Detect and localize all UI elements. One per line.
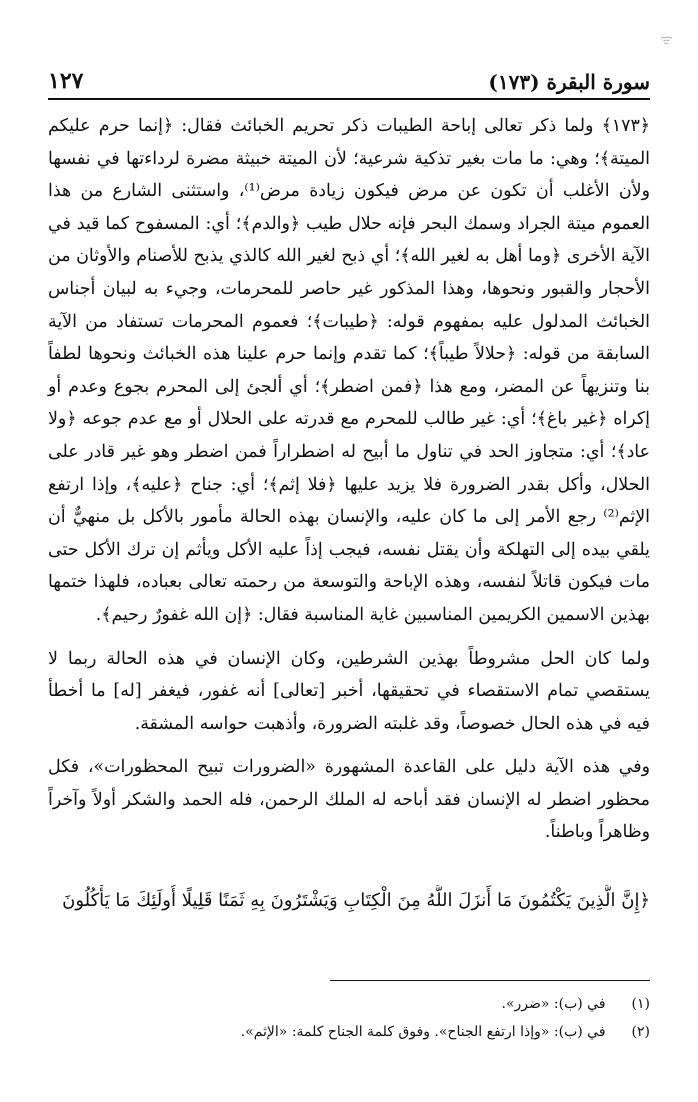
main-text <box>48 110 650 849</box>
page-number: ١٢٧ <box>48 68 84 94</box>
footnote-number: (١) <box>631 996 650 1012</box>
paragraph: وفي هذه الآية دليل على القاعدة المشهورة «الضرورات تبيح المحظورات»، فكل محظور اضطر له الإنسان فقد أباحه له الملك الرحمن، فله الحمد والشكر أولاً وآخراً وظاهراً وباطناً. <box>48 757 650 843</box>
footnote-number: (٢) <box>631 1024 650 1040</box>
page-header <box>48 60 650 100</box>
paragraph: ﴿١٧٣﴾ ولما ذكر تعالى إباحة الطيبات ذكر تحريم الخبائث فقال: ﴿إنما حرم عليكم الميتة﴾؛ وهي: ما مات بغير تذكية شرعية؛ لأن الميتة خبيثة مضرة لرداءتها في نفسها ولأن الأغلب أن تكون عن مرض فيكون زيادة مرض⁽¹⁾، واستثنى الشارع من هذا العموم ميتة الجراد وسمك البحر فإنه حلال طيب ﴿والدم﴾؛ أي: المسفوح كما قيد في الآية الأخرى ﴿وما أهل به لغير الله﴾؛ أي ذبح لغير الله كالذي يذبح للأصنام والأوثان من الأحجار والقبور ونحوها، وهذا المذكور غير حاصر للمحرمات، وجيء به لبيان أجناس الخبائث المدلول عليه بمفهوم قوله: ﴿طيبات﴾؛ فعموم المحرمات تستفاد من الآية السابقة من قوله: ﴿حلالاً طيباً﴾؛ كما تقدم وإنما حرم علينا هذه الخبائث ونحوها لطفاً بنا وتنزيهاً عن المضر، ومع هذا ﴿فمن اضطر﴾؛ أي ألجئ إلى المحرم بجوع وعدم أو إكراه ﴿غير باغ﴾؛ أي: غير طالب للمحرم مع قدرته على الحلال أو مع عدم جوعه ﴿ولا عاد﴾؛ أي: متجاوز الحد في تناول ما أبيح له اضطراراً فمن اضطر وهو غير قادر على الحلال، وأكل بقدر الضرورة فلا يزيد عليها ﴿فلا إثم﴾؛ أي: جناح ﴿عليه﴾، وإذا ارتفع الإثم⁽²⁾ رجع الأمر إلى ما كان عليه، والإنسان بهذه الحالة مأمور بالأكل بل منهيٌّ أن يلقي بيده إلى التهلكة وأن يقتل نفسه، فيجب إذاً عليه الأكل ويأثم إن ترك الأكل حتى مات فيكون قاتلاً لنفسه، وهذه الإباحة والتوسعة من رحمته تعالى بعباده، فلهذا ختمها بهذين الاسمين الكريمين المناسبين غاية المناسبة فقال: ﴿إن الله غفورٌ رحيم﴾. <box>48 116 650 625</box>
footnote-divider <box>330 980 650 981</box>
footnote-text: في (ب): «ضرر». <box>501 996 606 1012</box>
surah-title: سورة البقرة (١٧٣) <box>488 70 650 94</box>
footnote-item <box>48 1018 650 1046</box>
footnotes <box>48 990 650 1046</box>
quran-verse: ﴿إِنَّ الَّذِينَ يَكْتُمُونَ مَا أَنزَلَ اللَّهُ مِنَ الْكِتَابِ وَيَشْتَرُونَ بِهِ ثَمَنًا قَلِيلًا أُولَئِكَ مَا يَأْكُلُونَ <box>62 890 650 911</box>
page-corner-mark: ᯤ <box>660 32 673 48</box>
paragraph: ولما كان الحل مشروطاً بهذين الشرطين، وكان الإنسان في هذه الحالة ربما لا يستقصي تمام الاستقصاء في تحقيقها، أخبر [تعالى] أنه غفور، فيغفر [له] ما أخطأ فيه في هذه الحال خصوصاً، وقد غلبته الضرورة، وأذهبت حواسه المشقة. <box>48 648 650 734</box>
footnote-item <box>48 990 650 1018</box>
footnote-text: في (ب): «وإذا ارتفع الجناح». وفوق كلمة الجناح كلمة: «الإثم». <box>240 1024 606 1040</box>
